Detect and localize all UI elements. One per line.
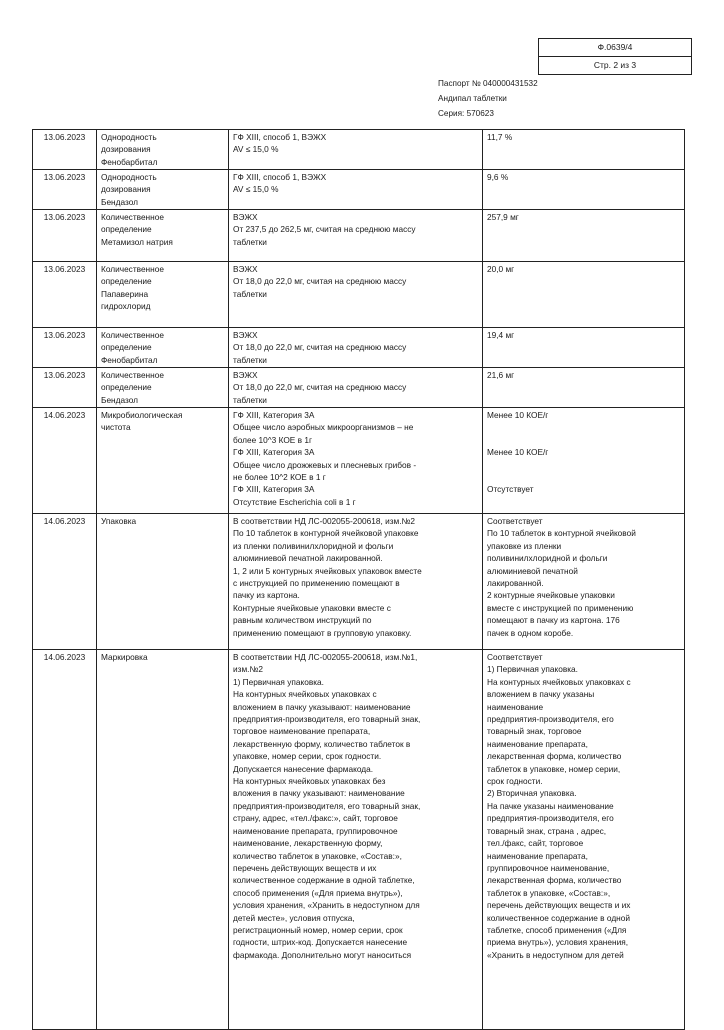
indicator-cell [97,130,229,170]
result-cell [483,368,685,408]
standard-cell-line: годности, штрих-код. Допускается нанесение [233,937,408,948]
result-cell [483,650,685,1030]
standard-cell-line: ВЭЖХ [233,264,258,274]
standard-cell-line: условия хранения, «Хранить в недоступном для [233,900,420,911]
indicator-cell-line: Бендазол [101,196,138,207]
result-cell-line: приема внутрь»), условия хранения, [487,937,629,948]
standard-cell-line: не более 10^2 КОЕ в 1 г [233,472,326,483]
result-cell-line: таблеток в упаковке, «Состав:», [487,887,611,898]
date-cell: 14.06.2023 [33,514,97,650]
standard-cell [229,408,483,514]
standard-cell [229,210,483,262]
result-cell-line: 9,6 % [487,172,509,182]
indicator-cell [97,368,229,408]
standard-cell-line: предприятия-производителя, его товарный знак, [233,800,421,811]
standard-cell-line: ВЭЖХ [233,212,258,222]
standard-cell-line: Допускается нанесение фармакода. [233,763,374,774]
standard-cell-line: таблетки [233,394,267,405]
result-cell-line: срок годности. [487,776,543,787]
standard-cell-line: предприятия-производителя, его товарный знак, [233,714,421,725]
series-number: Серия: 570623 [438,109,494,118]
indicator-cell [97,170,229,210]
result-cell-line: перечень действующих веществ и их [487,900,631,911]
indicator-cell-line: Бендазол [101,394,138,405]
result-cell-line: вложением в пачку указаны [487,689,595,700]
standard-cell-line: таблетки [233,288,267,299]
date-cell: 13.06.2023 [33,368,97,408]
table-row [33,170,685,210]
result-cell-line: группировочное наименование, [487,862,610,873]
result-cell-line: наименование [487,701,544,712]
quality-table-body [33,130,685,1030]
indicator-cell-line: Количественное [101,212,164,222]
date-cell: 13.06.2023 [33,262,97,328]
result-cell-line: 1) Первичная упаковка. [487,664,578,675]
passport-header [438,76,538,121]
result-cell-line: тел./факс, сайт, торговое [487,838,584,849]
standard-cell [229,130,483,170]
result-cell-line: предприятия-производителя, его [487,813,614,824]
quality-table [32,129,685,1030]
standard-cell-line: равным количеством инструкций по [233,615,372,626]
standard-cell-line: ГФ XIII, Категория 3А [233,447,315,458]
indicator-cell-line: Однородность [101,172,157,182]
standard-cell-line: фармакода. Дополнительно могут наноситься [233,949,412,960]
indicator-cell-line: Фенобарбитал [101,156,158,167]
table-row [33,328,685,368]
standard-cell-line: В соответствии НД ЛС-002055-200618, изм.№1, [233,652,418,662]
result-cell-line [487,471,680,483]
standard-cell-line: страну, адрес, «тел./факс:», сайт, торговое [233,813,398,824]
result-cell-line: Соответствует [487,652,543,662]
standard-cell-line: В соответствии НД ЛС-002055-200618, изм.№2 [233,516,416,526]
result-cell [483,130,685,170]
result-cell-line: По 10 таблеток в контурной ячейковой [487,528,636,539]
standard-cell [229,328,483,368]
result-cell-line: лекарственная форма, количество [487,875,622,886]
standard-cell-line: 1) Первичная упаковка. [233,676,324,687]
table-row [33,262,685,328]
result-cell-line: помещают в пачку из картона. 176 [487,615,620,626]
standard-cell [229,514,483,650]
standard-cell-line: вложением в пачку указывают: наименование [233,701,411,712]
standard-cell-line: способ применения («Для приема внутрь»), [233,887,403,898]
standard-cell-line: ГФ XIII, Категория 3А [233,410,315,420]
result-cell [483,262,685,328]
standard-cell-line: торговое наименование препарата, [233,726,371,737]
product-name: Андипал таблетки [438,94,507,103]
result-cell-line: На пачке указаны наименование [487,800,614,811]
result-cell-line: количественное содержание в одной [487,912,631,923]
standard-cell-line: количество таблеток в упаковке, «Состав:», [233,850,402,861]
result-cell-line: 257,9 мг [487,212,519,222]
result-cell-line: предприятия-производителя, его [487,714,614,725]
indicator-cell-line: Фенобарбитал [101,354,158,365]
indicator-cell-line: Количественное [101,370,164,380]
result-cell-line: 20,0 мг [487,264,515,274]
standard-cell-line: перечень действующих веществ и их [233,862,377,873]
standard-cell-line: из пленки поливинилхлоридной и фольги [233,540,394,551]
result-cell-line: 19,4 мг [487,330,515,340]
standard-cell-line: лекарственную форму, количество таблеток в [233,738,411,749]
result-cell-line: алюминиевой печатной [487,565,578,576]
standard-cell-line: ГФ XIII, способ 1, ВЭЖХ [233,132,327,142]
form-code-box [538,38,692,75]
date-cell: 13.06.2023 [33,210,97,262]
indicator-cell-line: Количественное [101,264,164,274]
indicator-cell-line: определение [101,382,152,393]
standard-cell-line: более 10^3 КОЕ в 1г [233,434,312,445]
result-cell-line [487,459,680,471]
result-cell-line: товарный знак, страна , адрес, [487,825,607,836]
standard-cell-line: На контурных ячейковых упаковках с [233,689,377,700]
result-cell-line: Отсутствует [487,484,534,495]
standard-cell-line: таблетки [233,354,267,365]
indicator-cell-line: Маркировка [101,652,148,662]
standard-cell-line: упаковке, номер серии, срок годности. [233,751,382,762]
standard-cell-line: количественное содержание в одной таблетке, [233,875,415,886]
result-cell-line: поливинилхлоридной и фольги [487,553,608,564]
standard-cell-line: От 18,0 до 22,0 мг, считая на среднюю массу [233,342,407,353]
date-cell: 14.06.2023 [33,650,97,1030]
result-cell-line: упаковке из пленки [487,540,562,551]
standard-cell-line: наименование, лекарственную форму, [233,838,383,849]
standard-cell-line: AV ≤ 15,0 % [233,144,279,155]
result-cell [483,210,685,262]
standard-cell [229,170,483,210]
standard-cell-line: От 18,0 до 22,0 мг, считая на среднюю массу [233,276,407,287]
standard-cell-line: наименование препарата, группировочное [233,825,398,836]
table-row [33,514,685,650]
result-cell [483,328,685,368]
result-cell-line: пачек в одном коробе. [487,627,574,638]
result-cell-line [487,421,680,433]
table-row [33,368,685,408]
indicator-cell-line: Количественное [101,330,164,340]
form-code: Ф.0639/4 [597,42,633,52]
table-row [33,650,685,1030]
indicator-cell [97,650,229,1030]
result-cell-line: наименование препарата, [487,850,588,861]
indicator-cell [97,408,229,514]
result-cell-line: товарный знак, торговое [487,726,582,737]
standard-cell-line: регистрационный номер, номер серии, срок [233,924,403,935]
standard-cell-line: изм.№2 [233,664,263,675]
standard-cell-line: пачку из картона. [233,590,300,601]
result-cell-line: наименование препарата, [487,738,588,749]
date-cell: 14.06.2023 [33,408,97,514]
date-cell: 13.06.2023 [33,170,97,210]
standard-cell [229,262,483,328]
standard-cell-line: 1, 2 или 5 контурных ячейковых упаковок вместе [233,565,422,576]
result-cell-line: таблеток в упаковке, номер серии, [487,763,621,774]
indicator-cell-line: Папаверина [101,288,149,299]
indicator-cell-line: Метамизол натрия [101,236,173,247]
standard-cell-line: Контурные ячейковые упаковки вместе с [233,602,391,613]
table-row [33,408,685,514]
result-cell-line: «Хранить в недоступном для детей [487,949,624,960]
result-cell-line: Соответствует [487,516,543,526]
standard-cell-line: AV ≤ 15,0 % [233,184,279,195]
result-cell [483,514,685,650]
result-cell [483,408,685,514]
indicator-cell-line: дозирования [101,144,151,155]
result-cell-line: На контурных ячейковых упаковках с [487,676,631,687]
standard-cell-line: От 237,5 до 262,5 мг, считая на среднюю массу [233,224,416,235]
standard-cell-line: Общее число дрожжевых и плесневых грибов - [233,459,417,470]
indicator-cell-line: Однородность [101,132,157,142]
result-cell-line: 21,6 мг [487,370,515,380]
indicator-cell-line: гидрохлорид [101,301,151,312]
result-cell-line: таблетке, способ применения («Для [487,924,627,935]
date-cell: 13.06.2023 [33,328,97,368]
standard-cell-line: На контурных ячейковых упаковках без [233,776,386,787]
indicator-cell [97,262,229,328]
standard-cell-line: таблетки [233,236,267,247]
standard-cell-line: Отсутствие Escherichia coli в 1 г [233,496,356,507]
result-cell-line: 2 контурные ячейковые упаковки [487,590,615,601]
standard-cell-line: ГФ XIII, способ 1, ВЭЖХ [233,172,327,182]
result-cell-line: лекарственная форма, количество [487,751,622,762]
standard-cell-line: ВЭЖХ [233,370,258,380]
standard-cell-line: От 18,0 до 22,0 мг, считая на среднюю массу [233,382,407,393]
standard-cell-line: применению помещают в групповую упаковку. [233,627,412,638]
standard-cell-line: алюминиевой печатной лакированной. [233,553,383,564]
standard-cell-line: ГФ XIII, Категория 3А [233,484,315,495]
table-row [33,210,685,262]
result-cell [483,170,685,210]
result-cell-line [487,434,680,446]
standard-cell-line: По 10 таблеток в контурной ячейковой упаковке [233,528,419,539]
indicator-cell [97,210,229,262]
indicator-cell-line: определение [101,342,152,353]
result-cell-line: 11,7 % [487,132,513,142]
standard-cell-line: Общее число аэробных микроорганизмов – не [233,422,414,433]
standard-cell-line: с инструкцией по применению помещают в [233,578,400,589]
indicator-cell-line: Упаковка [101,516,137,526]
passport-number: Паспорт № 040000431532 [438,79,538,88]
standard-cell [229,650,483,1030]
result-cell-line: Менее 10 КОЕ/г [487,410,549,420]
result-cell-line: лакированной. [487,578,544,589]
indicator-cell [97,514,229,650]
result-cell-line: 2) Вторичная упаковка. [487,788,577,799]
result-cell-line: вместе с инструкцией по применению [487,602,634,613]
indicator-cell-line: Микробиологическая [101,410,183,420]
indicator-cell-line: чистота [101,422,131,433]
standard-cell-line: ВЭЖХ [233,330,258,340]
result-cell-line: Менее 10 КОЕ/г [487,447,549,458]
table-row [33,130,685,170]
indicator-cell-line: определение [101,224,152,235]
standard-cell-line: вложения в пачку указывают: наименование [233,788,405,799]
standard-cell-line: детей месте», условия отпуска, [233,912,355,923]
date-cell: 13.06.2023 [33,130,97,170]
indicator-cell-line: дозирования [101,184,151,195]
indicator-cell-line: определение [101,276,152,287]
indicator-cell [97,328,229,368]
standard-cell [229,368,483,408]
page-number: Стр. 2 из 3 [539,56,691,74]
